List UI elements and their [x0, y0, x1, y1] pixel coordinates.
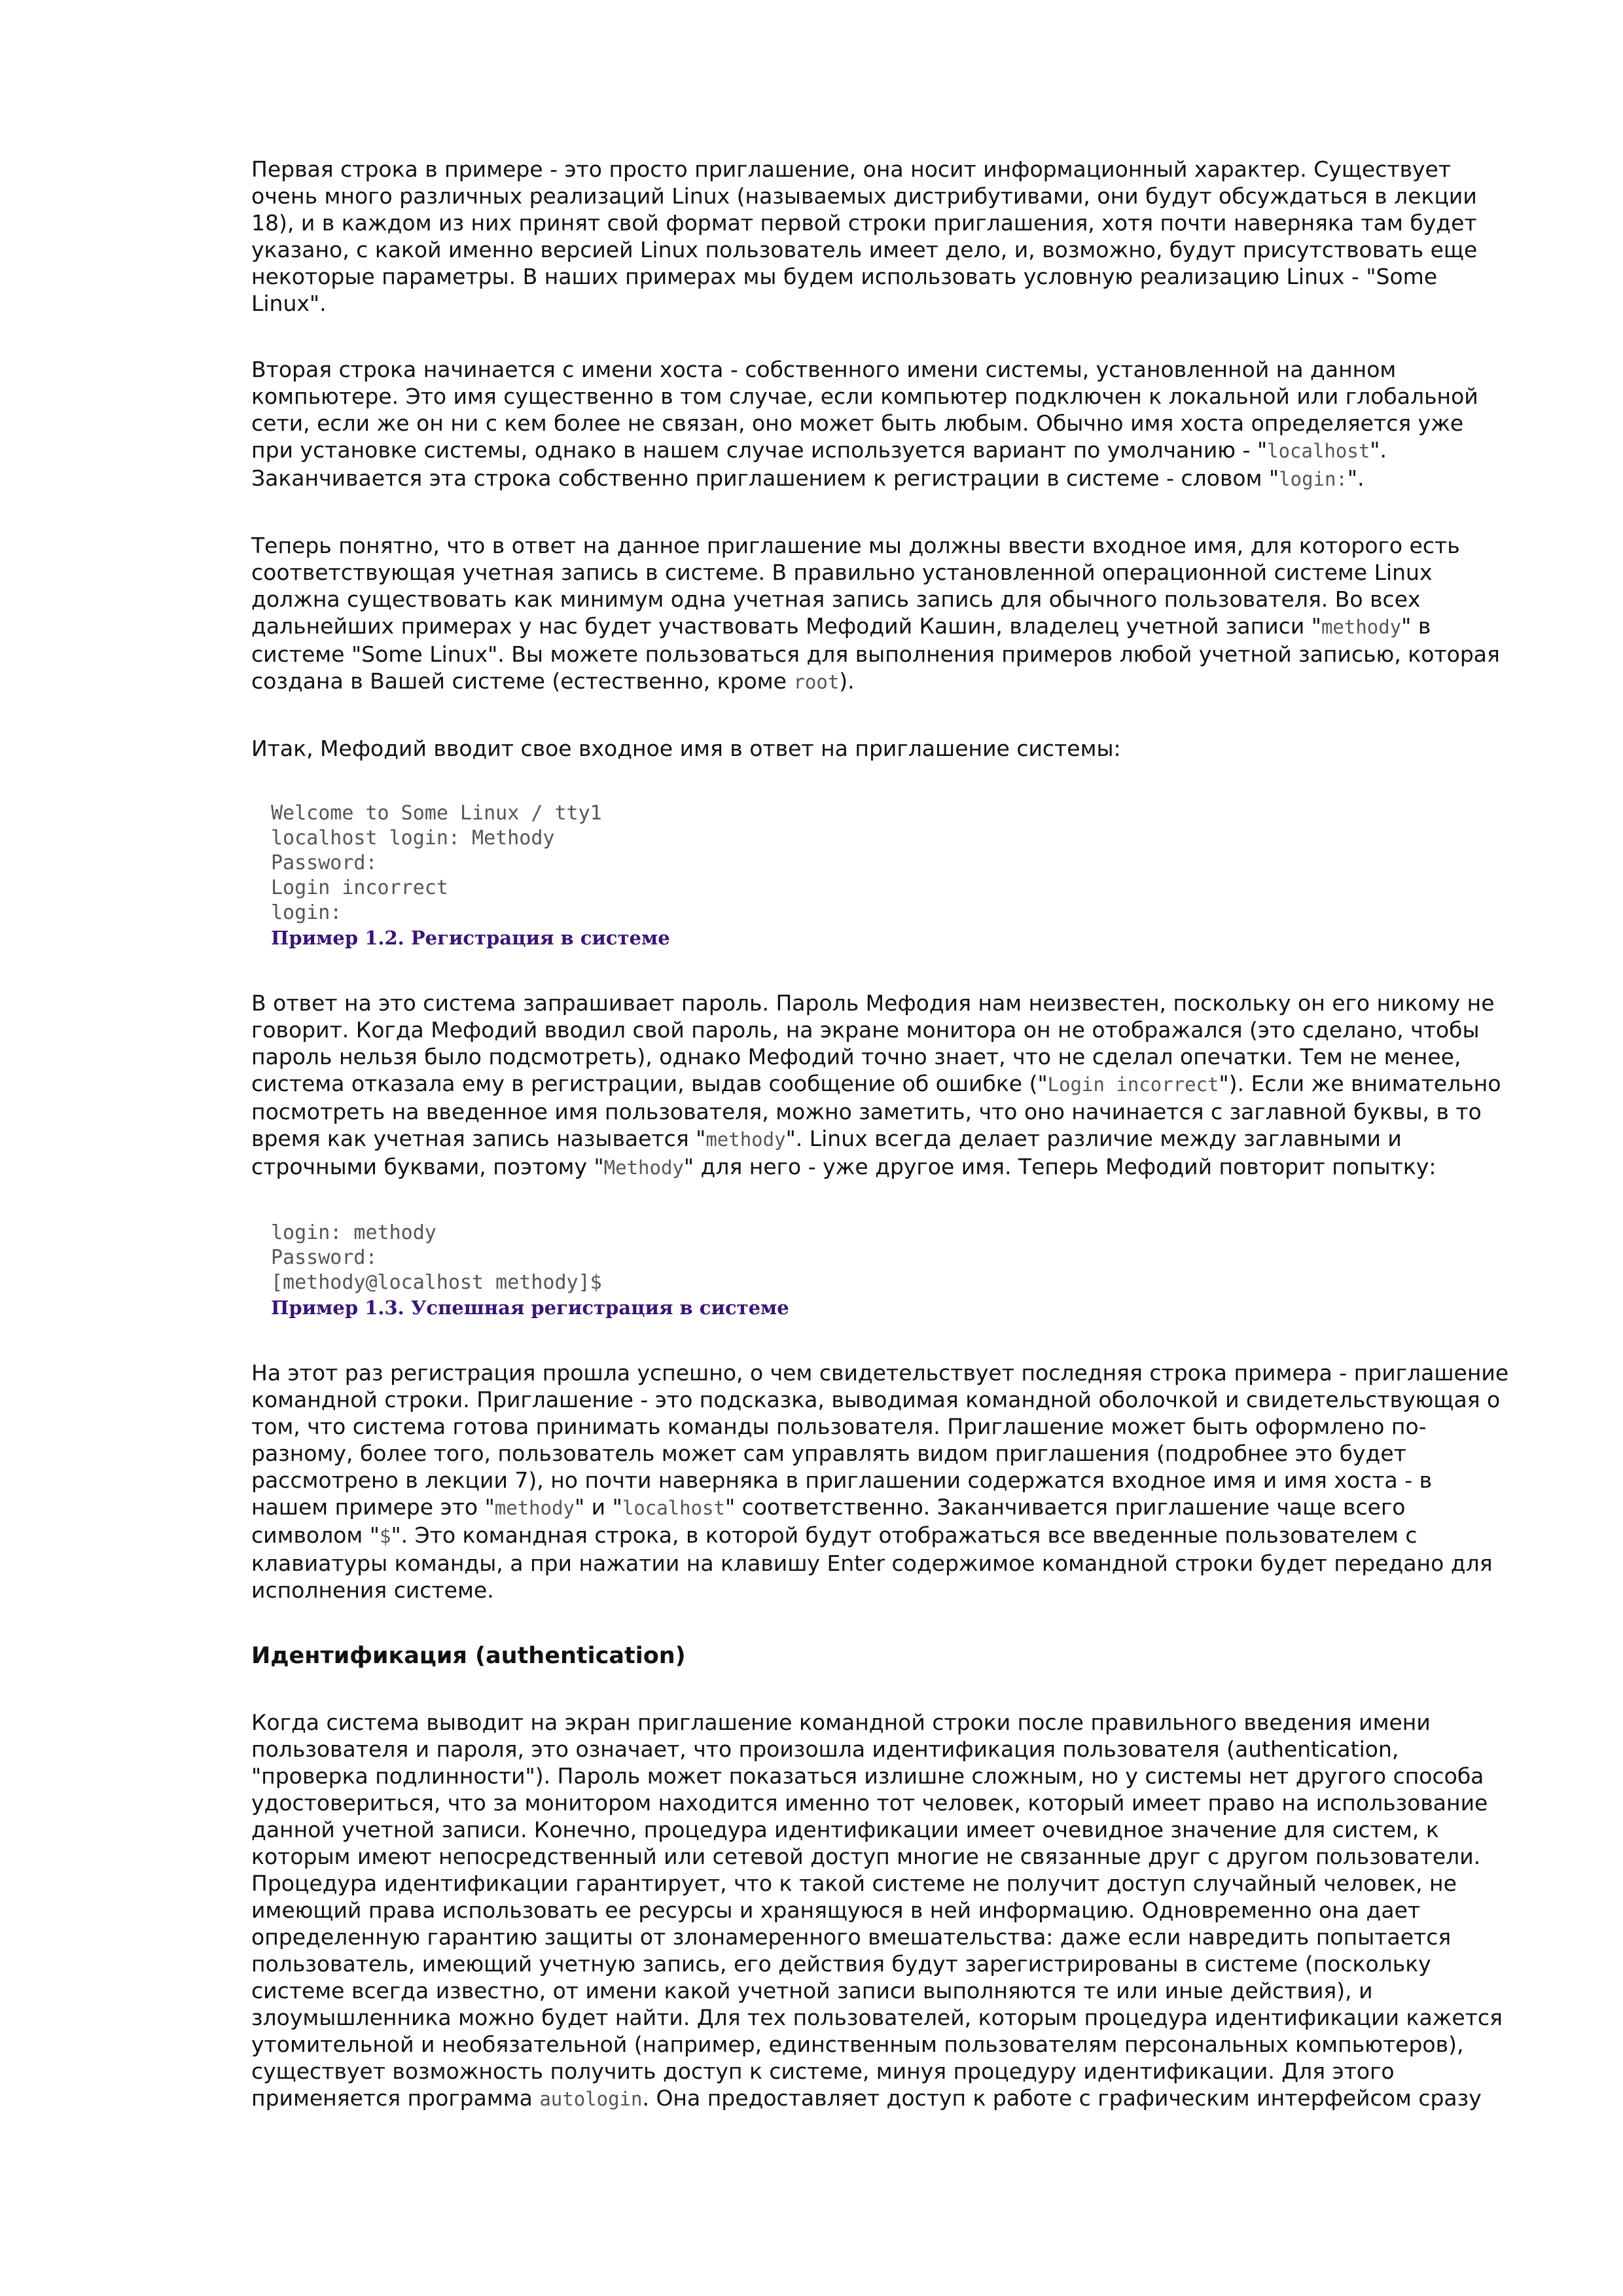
code-line: Welcome to Some Linux / tty1 [271, 802, 602, 825]
text-fragment: ). [839, 668, 855, 694]
text-fragment: Вторая строка начинается с имени хоста - собственного имени системы, установленной на данном компьютере. Это имя существенно в том случае, если компьютер подключен к локальной или глобальной сети, если же он ни с кем более не связан, оно может быть любым. Обычно имя хоста определяется уже при установке системы, однако в нашем случае используется вариант по умолчанию - " [251, 357, 1478, 463]
paragraph-login-name [251, 532, 1509, 696]
text-fragment: ". Это командная строка, в которой будут отображаться все введенные пользователем с клавиатуры команды, а при нажатии на клавишу Enter содержимое командной строки будет передано для исполнения системе. [251, 1522, 1493, 1603]
text-fragment: На этот раз регистрация прошла успешно, о чем свидетельствует последняя строка примера - приглашение командной строки. Приглашение - это подсказка, выводимая командной оболочкой и свидетельствующая о том, что система готова принимать команды пользователя. Приглашение может быть оформлено по-разному, более того, пользователь может сам управлять видом приглашения (подробнее это будет рассмотрено в лекции 7), но почти наверняка в приглашении содержатся входное имя и имя хоста - в нашем примере это " [251, 1360, 1509, 1520]
text-fragment: ". [1347, 465, 1364, 491]
code-line: Password: [271, 1246, 378, 1269]
code-example-registration [271, 801, 1509, 950]
text-fragment: "). Если же внимательно посмотреть на введенное имя пользователя, можно заметить, что оно начинается с заглавной буквы, в то время как учетная запись называется " [251, 1071, 1501, 1151]
section-heading-authentication: Идентификация (authentication) [251, 1643, 686, 1669]
code-line: Password: [271, 852, 378, 874]
code-example-success [271, 1221, 1509, 1320]
text-fragment: " для него - уже другое имя. Теперь Мефодий повторит попытку: [683, 1154, 1436, 1179]
paragraph-intro-example: Итак, Мефодий вводит свое входное имя в ответ на приглашение системы: [251, 736, 1121, 761]
text-fragment: ". Linux всегда делает различие между заглавными и строчными буквами, поэтому " [251, 1126, 1402, 1179]
paragraph-password [251, 990, 1509, 1181]
example-caption: Пример 1.2. Регистрация в системе [271, 927, 670, 949]
inline-code-autologin: autologin [539, 2088, 643, 2110]
paragraph-second-line [251, 356, 1509, 493]
paragraph-authentication [251, 1709, 1509, 2113]
inline-code-methody-capital: Methody [603, 1157, 684, 1179]
code-line: localhost login: Methody [271, 827, 555, 850]
code-line: login: [271, 901, 342, 924]
inline-code-methody: methody [705, 1128, 786, 1151]
example-caption: Пример 1.3. Успешная регистрация в системе [271, 1297, 789, 1319]
code-line: Login incorrect [271, 876, 448, 899]
text-fragment: " и " [575, 1494, 622, 1520]
inline-code-login: login: [1279, 468, 1347, 490]
text-fragment: " соответственно. Заканчивается приглашение чаще всего символом " [251, 1494, 1406, 1548]
paragraph-command-prompt [251, 1359, 1509, 1604]
inline-code-methody: methody [1321, 616, 1402, 638]
inline-code-methody: methody [494, 1497, 575, 1519]
inline-code-root: root [793, 671, 840, 693]
inline-code-dollar: $ [379, 1525, 391, 1547]
inline-code-localhost: localhost [1267, 440, 1370, 462]
code-line: login: methody [271, 1221, 437, 1244]
text-fragment: Когда система выводит на экран приглашение командной строки после правильного введения имени пользователя и пароля, это означает, что произошла идентификация пользователя (authentication, "проверка подлинности"). Пароль может показаться излишне сложным, но у системы нет другого способа удостовериться, что за монитором находится именно тот человек, который имеет право на использование данной учетной записи. Конечно, процедура идентификации имеет очевидное значение для систем, к которым имеют непосредственный или сетевой доступ многие не связанные друг с другом пользователи. Процедура идентификации гарантирует, что к такой системе не получит доступ случайный человек, не имеющий права использовать ее ресурсы и хранящуюся в ней информацию. Одновременно она дает определенную гарантию защиты от злонамеренного вмешательства: даже если навредить попытается пользователь, имеющий учетную запись, его действия будут зарегистрированы в системе (поскольку системе всегда известно, от имени какой учетной записи выполняются те или иные действия), и злоумышленника можно будет найти. Для тех пользователей, которым процедура идентификации кажется утомительной и необязательной (например, единственным пользователям персональных компьютеров), существует возможность получить доступ к системе, минуя процедуру идентификации. Для этого применяется программа [251, 1710, 1503, 2111]
text-fragment: Теперь понятно, что в ответ на данное приглашение мы должны ввести входное имя, для которого есть соответствующая учетная запись в системе. В правильно установленной операционной системе Linux должна существовать как минимум одна учетная запись запись для обычного пользователя. Во всех дальнейших примерах у нас будет участвовать Мефодий Кашин, владелец учетной записи " [251, 533, 1460, 639]
text-fragment: . Она предоставляет доступ к работе с графическим интерфейсом сразу [642, 2085, 1482, 2111]
text-fragment: ". Заканчивается эта строка собственно приглашением к регистрации в системе - словом " [251, 437, 1387, 491]
code-line: [methody@localhost methody]$ [271, 1271, 602, 1294]
text-fragment: В ответ на это система запрашивает пароль. Пароль Мефодия нам неизвестен, поскольку он его никому не говорит. Когда Мефодий вводил свой пароль, на экране монитора он не отображался (это сделано, чтобы пароль нельзя было подсмотреть), однако Мефодий точно знает, что не сделал опечатки. Тем не менее, система отказала ему в регистрации, выдав сообщение об ошибке (" [251, 990, 1495, 1096]
document-page [251, 156, 1509, 2113]
inline-code-localhost: localhost [622, 1497, 725, 1519]
text-fragment: " в системе "Some Linux". Вы можете пользоваться для выполнения примеров любой учетной записью, которая создана в Вашей системе (естественно, кроме [251, 613, 1500, 694]
inline-code-login-incorrect: Login incorrect [1047, 1073, 1219, 1096]
paragraph-first-line: Первая строка в примере - это просто приглашение, она носит информационный характер. Существует очень много различных реализаций Linux (называемых дистрибутивами, они будут обсуждаться в лекции 18), и в каждом из них принят свой формат первой строки приглашения, хотя почти наверняка там будет указано, с какой именно версией Linux пользователь имеет дело, и, возможно, будут присутствовать еще некоторые параметры. В наших примерах мы будем использовать условную реализацию Linux - "Some Linux". [251, 156, 1478, 316]
